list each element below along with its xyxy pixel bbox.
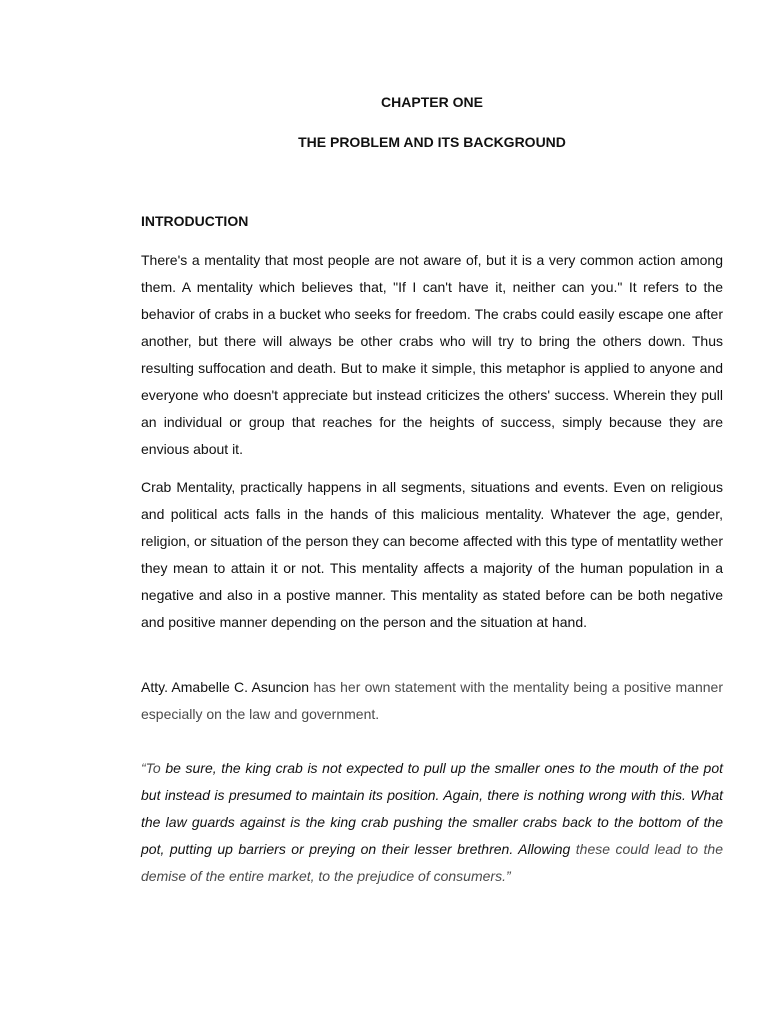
paragraph-intro: There's a mentality that most people are not aware of, but it is a very common action among them. A mentality which believes that, "If I can't have it, neither can you." It refers to the behavior of crabs in a bucket who seeks for freedom. The crabs could easily escape one after another, but there will always be other crabs who will try to bring the others down. Thus resulting suffocation and death. But to make it simple, this metaphor is applied to anyone and everyone who doesn't appreciate but instead criticizes the others' success. Wherein they pull an individual or group that reaches for the heights of success, simply because they are envious about it.: [141, 252, 723, 457]
block-quote: [141, 755, 723, 890]
section-heading-introduction: INTRODUCTION: [141, 213, 249, 229]
author-name: Atty. Amabelle C. Asuncion: [141, 679, 310, 695]
paragraph-crab-mentality: Crab Mentality, practically happens in all segments, situations and events. Even on religious and political acts falls in the hands of this malicious mentality. Whatever the age, gender, religion, or situation of the person they can become affected with this type of mentatlity wether they mean to attain it or not. This mentality affects a majority of the human population in a negative and also in a postive manner. This mentality as stated before can be both negative and positive manner depending on the person and the situation at hand.: [141, 479, 723, 630]
quote-end: these could lead to the demise of the entire market, to the prejudice of consumers.”: [141, 841, 723, 884]
quote-body: be sure, the king crab is not expected to pull up the smaller ones to the mouth of the pot but instead is presumed to maintain its position. Again, there is nothing wrong with this. What the law guards against is the king crab pushing the smaller crabs back to the bottom of the pot, putting up barriers or preying on their lesser brethren. Allowing: [141, 760, 723, 857]
paragraph-asuncion-rest: has her own statement with the mentality being a positive manner especially on the law and government.: [141, 679, 723, 722]
chapter-title: THE PROBLEM AND ITS BACKGROUND: [298, 134, 566, 150]
chapter-heading: CHAPTER ONE: [381, 94, 483, 110]
quote-open: “To: [141, 760, 166, 776]
paragraph-asuncion: [141, 674, 723, 728]
